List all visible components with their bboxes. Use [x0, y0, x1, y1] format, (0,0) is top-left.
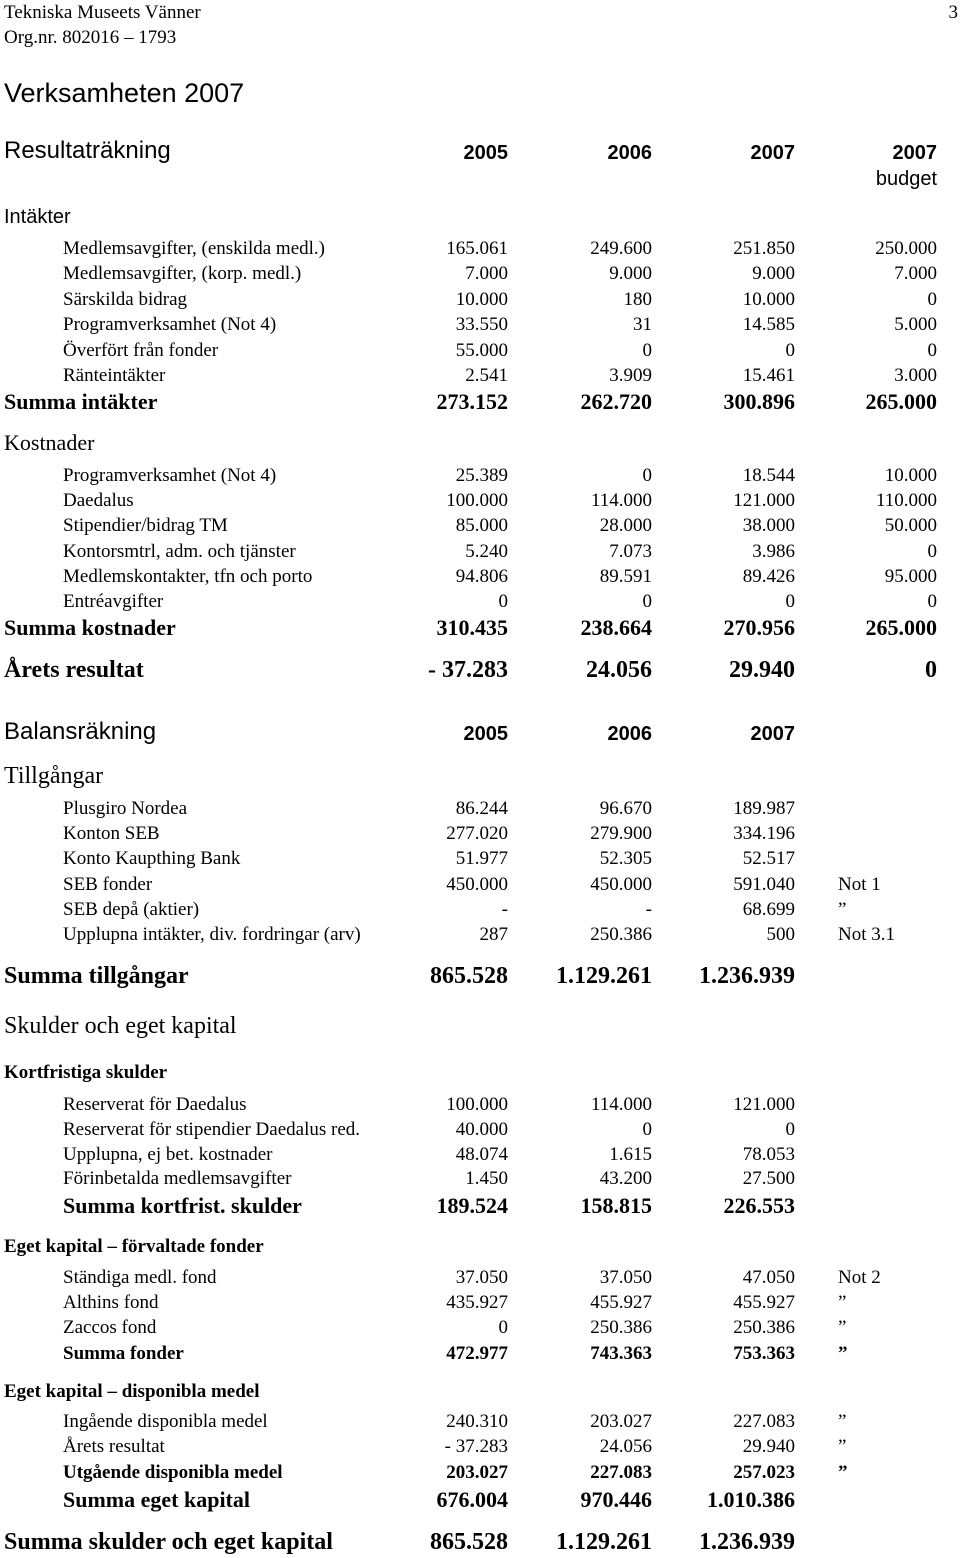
summa-tillgangar-2006: 1.129.261: [556, 963, 652, 989]
row-label: Upplupna intäkter, div. fordringar (arv): [63, 924, 361, 945]
row-label: Ingående disponibla medel: [63, 1411, 268, 1432]
summa-eget-kapital-label: Summa eget kapital: [63, 1487, 250, 1512]
row-label: Medlemsavgifter, (enskilda medl.): [63, 238, 325, 259]
summa-skulder-eget-2005: 865.528: [430, 1529, 508, 1555]
row-value: 0: [642, 1118, 652, 1140]
row-note: ”: [838, 898, 847, 920]
balans-col-2007: 2007: [750, 723, 795, 745]
row-value: 277.020: [446, 823, 508, 845]
row-label: Reserverat för Daedalus: [63, 1094, 247, 1115]
row-value: 0: [785, 591, 795, 612]
row-value: 100.000: [446, 490, 508, 512]
row-value: 3.000: [894, 365, 937, 386]
row-value: 114.000: [590, 490, 652, 512]
row-value: 24.056: [599, 1436, 652, 1458]
row-value: - 37.283: [444, 1436, 508, 1458]
row-value: 165.061: [446, 238, 508, 259]
row-value: 114.000: [590, 1094, 652, 1115]
row-value: 47.050: [742, 1267, 795, 1288]
row-value: 9.000: [752, 263, 795, 285]
org-number: Org.nr. 802016 – 1793: [4, 27, 177, 48]
row-value: 52.305: [599, 848, 652, 870]
summa-fonder-note: ”: [838, 1343, 848, 1364]
utgaende-2007: 257.023: [733, 1462, 795, 1483]
row-label: Programverksamhet (Not 4): [63, 314, 277, 336]
row-label: Stipendier/bidrag TM: [63, 515, 228, 537]
balans-heading: Balansräkning: [4, 718, 157, 745]
row-value: 249.600: [590, 238, 652, 259]
summa-intakter-2006: 262.720: [580, 389, 652, 414]
row-value: 2.541: [465, 365, 508, 386]
summa-kostnader-budget: 265.000: [865, 615, 937, 640]
intakter-heading: Intäkter: [4, 206, 71, 228]
row-value: 455.927: [733, 1292, 795, 1314]
row-label: Daedalus: [63, 490, 134, 512]
row-label: Förinbetalda medlemsavgifter: [63, 1168, 292, 1190]
row-value: 500: [766, 924, 795, 945]
row-label: Entréavgifter: [63, 591, 164, 612]
page-title: Verksamheten 2007: [4, 78, 245, 108]
row-value: 27.500: [742, 1168, 795, 1190]
row-value: 89.426: [742, 565, 795, 587]
summa-kostnader-2005: 310.435: [436, 615, 508, 640]
summa-kortfrist-2007: 226.553: [723, 1193, 795, 1218]
row-note: Not 3.1: [838, 924, 895, 945]
summa-skulder-eget-2007: 1.236.939: [699, 1529, 795, 1555]
summa-eget-kapital-2005: 676.004: [436, 1487, 508, 1512]
row-value: 18.544: [742, 465, 795, 486]
row-label: Kontorsmtrl, adm. och tjänster: [63, 540, 296, 562]
row-value: 28.000: [599, 515, 652, 537]
row-note: Not 1: [838, 873, 881, 895]
row-value: 40.000: [455, 1118, 508, 1140]
row-value: 50.000: [884, 515, 937, 537]
row-value: 3.909: [609, 365, 652, 386]
row-value: 31: [633, 314, 652, 336]
row-value: 89.591: [599, 565, 652, 587]
arets-resultat-label: Årets resultat: [4, 657, 144, 683]
row-value: 180: [623, 288, 652, 310]
row-label: Althins fond: [63, 1292, 159, 1314]
row-label: Medlemsavgifter, (korp. medl.): [63, 263, 302, 285]
row-value: 250.386: [733, 1317, 795, 1339]
row-value: 334.196: [733, 823, 795, 845]
summa-kostnader-2007: 270.956: [723, 615, 795, 640]
tillgangar-heading: Tillgångar: [4, 763, 104, 789]
row-value: 3.986: [752, 540, 795, 562]
row-value: 0: [642, 339, 652, 361]
skulder-heading: Skulder och eget kapital: [4, 1013, 237, 1039]
row-value: 85.000: [455, 515, 508, 537]
row-value: 287: [479, 924, 508, 945]
row-label: Ränteintäkter: [63, 365, 166, 386]
row-value: 435.927: [446, 1292, 508, 1314]
fonder-heading: Eget kapital – förvaltade fonder: [4, 1236, 264, 1257]
row-value: 95.000: [884, 565, 937, 587]
arets-resultat-2006: 24.056: [586, 657, 652, 683]
row-value: 25.389: [455, 465, 508, 486]
row-value: 250.386: [590, 924, 652, 945]
resultat-col-2006: 2006: [607, 142, 652, 164]
row-value: 68.699: [742, 898, 795, 920]
row-value: 450.000: [590, 873, 652, 895]
arets-resultat-2005: - 37.283: [428, 657, 508, 683]
row-value: 10.000: [742, 288, 795, 310]
row-note: ”: [838, 1436, 847, 1458]
row-value: 43.200: [599, 1168, 652, 1190]
row-label: Reserverat för stipendier Daedalus red.: [63, 1118, 361, 1140]
row-value: 7.073: [609, 540, 652, 562]
row-note: ”: [838, 1292, 847, 1314]
row-value: 94.806: [455, 565, 508, 587]
row-value: 121.000: [733, 490, 795, 512]
row-label: Upplupna, ej bet. kostnader: [63, 1143, 273, 1165]
row-value: 591.040: [733, 873, 795, 895]
row-value: 279.900: [590, 823, 652, 845]
summa-intakter-2005: 273.152: [436, 389, 508, 414]
row-label: Konton SEB: [63, 823, 160, 845]
row-value: 5.000: [894, 314, 937, 336]
row-label: Zaccos fond: [63, 1317, 157, 1339]
row-value: 0: [927, 540, 937, 562]
summa-skulder-eget-2006: 1.129.261: [556, 1529, 652, 1555]
row-value: 227.083: [733, 1411, 795, 1432]
row-value: 0: [927, 288, 937, 310]
resultat-col-2005: 2005: [463, 142, 508, 164]
row-value: 37.050: [599, 1267, 652, 1288]
row-label: SEB fonder: [63, 873, 153, 895]
row-label: Särskilda bidrag: [63, 288, 188, 310]
summa-eget-kapital-2007: 1.010.386: [707, 1487, 795, 1512]
row-value: 250.000: [875, 238, 937, 259]
row-label: Programverksamhet (Not 4): [63, 465, 277, 486]
row-value: 0: [498, 1317, 508, 1339]
row-value: 86.244: [455, 798, 508, 819]
row-value: 121.000: [733, 1094, 795, 1115]
org-name: Tekniska Museets Vänner: [4, 2, 201, 23]
row-value: 0: [642, 465, 652, 486]
arets-resultat-budget: 0: [925, 657, 937, 683]
summa-tillgangar-2007: 1.236.939: [699, 963, 795, 989]
row-value: 189.987: [733, 798, 795, 819]
row-value: 51.977: [455, 848, 508, 870]
resultat-col-2007: 2007: [750, 142, 795, 164]
row-value: -: [501, 898, 508, 920]
summa-fonder-2005: 472.977: [446, 1343, 508, 1364]
summa-eget-kapital-2006: 970.446: [580, 1487, 652, 1512]
row-value: 240.310: [446, 1411, 508, 1432]
summa-kortfrist-2006: 158.815: [580, 1193, 652, 1218]
row-value: 0: [927, 339, 937, 361]
kortfristiga-heading: Kortfristiga skulder: [4, 1062, 168, 1083]
resultat-col-2007-budget: 2007: [892, 142, 937, 164]
row-value: 100.000: [446, 1094, 508, 1115]
summa-tillgangar-label: Summa tillgångar: [4, 963, 189, 989]
row-value: 37.050: [455, 1267, 508, 1288]
row-value: 33.550: [455, 314, 508, 336]
balans-col-2005: 2005: [463, 723, 508, 745]
utgaende-2006: 227.083: [590, 1462, 652, 1483]
balans-col-2006: 2006: [607, 723, 652, 745]
row-value: 10.000: [884, 465, 937, 486]
kostnader-heading: Kostnader: [4, 430, 95, 455]
row-label: Årets resultat: [63, 1436, 165, 1458]
row-value: 1.615: [609, 1143, 652, 1165]
row-value: 0: [927, 591, 937, 612]
page-number: 3: [948, 2, 958, 23]
summa-intakter-2007: 300.896: [723, 389, 795, 414]
row-value: 0: [785, 1118, 795, 1140]
row-value: 0: [785, 339, 795, 361]
budget-label: budget: [875, 168, 937, 190]
summa-intakter-budget: 265.000: [865, 389, 937, 414]
summa-intakter-label: Summa intäkter: [4, 389, 158, 414]
row-value: 0: [642, 591, 652, 612]
summa-kostnader-label: Summa kostnader: [4, 615, 176, 640]
row-value: 96.670: [599, 798, 652, 819]
row-value: 15.461: [742, 365, 795, 386]
row-value: 110.000: [875, 490, 937, 512]
summa-kortfrist-2005: 189.524: [436, 1193, 508, 1218]
row-value: 203.027: [590, 1411, 652, 1432]
row-value: 7.000: [894, 263, 937, 285]
summa-fonder-2006: 743.363: [590, 1343, 652, 1364]
utgaende-2005: 203.027: [446, 1462, 508, 1483]
row-value: 38.000: [742, 515, 795, 537]
summa-kostnader-2006: 238.664: [580, 615, 652, 640]
row-value: 7.000: [465, 263, 508, 285]
summa-fonder-label: Summa fonder: [63, 1343, 184, 1364]
utgaende-label: Utgående disponibla medel: [63, 1462, 283, 1483]
row-value: 78.053: [742, 1143, 795, 1165]
row-value: 450.000: [446, 873, 508, 895]
row-label: SEB depå (aktier): [63, 898, 200, 920]
row-value: 9.000: [609, 263, 652, 285]
resultat-heading: Resultaträkning: [4, 137, 171, 164]
row-value: 455.927: [590, 1292, 652, 1314]
row-label: Överfört från fonder: [63, 339, 219, 361]
row-value: 55.000: [455, 339, 508, 361]
row-label: Medlemskontakter, tfn och porto: [63, 565, 313, 587]
row-value: 1.450: [465, 1168, 508, 1190]
row-label: Ständiga medl. fond: [63, 1267, 217, 1288]
row-value: 251.850: [733, 238, 795, 259]
row-note: ”: [838, 1317, 847, 1339]
summa-kortfrist-label: Summa kortfrist. skulder: [63, 1193, 302, 1218]
row-value: 5.240: [465, 540, 508, 562]
row-value: 0: [498, 591, 508, 612]
disponibla-heading: Eget kapital – disponibla medel: [4, 1381, 260, 1402]
row-value: -: [645, 898, 652, 920]
arets-resultat-2007: 29.940: [729, 657, 795, 683]
row-note: Not 2: [838, 1267, 881, 1288]
summa-tillgangar-2005: 865.528: [430, 963, 508, 989]
row-label: Plusgiro Nordea: [63, 798, 188, 819]
utgaende-note: ”: [838, 1462, 848, 1483]
row-value: 14.585: [742, 314, 795, 336]
row-label: Konto Kaupthing Bank: [63, 848, 241, 870]
row-value: 52.517: [742, 848, 795, 870]
row-value: 29.940: [742, 1436, 795, 1458]
row-value: 250.386: [590, 1317, 652, 1339]
row-value: 48.074: [455, 1143, 508, 1165]
row-value: 10.000: [455, 288, 508, 310]
row-note: ”: [838, 1411, 847, 1432]
summa-skulder-eget-label: Summa skulder och eget kapital: [4, 1529, 333, 1555]
summa-fonder-2007: 753.363: [733, 1343, 795, 1364]
